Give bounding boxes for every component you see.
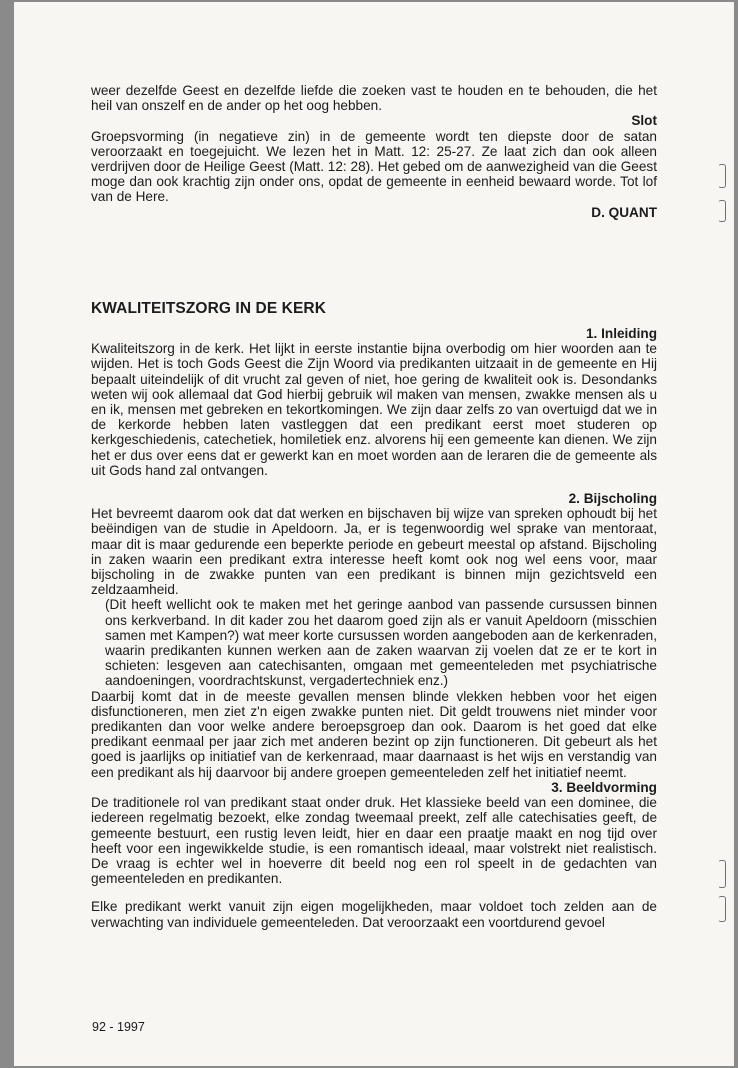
bijscholing-paragraph-1: Het bevreemt daarom ook dat dat werken en bijschaven bij wijze van spreken ophoudt bij het beëindigen van de studie in Apeldoorn. Ja, er is tegenwoordig wel sprake van mentoraat, maar dit is maar gedurende een beperkte periode en gebeurt meestal op afstand. Bijscholing in zaken waarin een predikant extra interesse heeft komt ook nog wel eens voor, maar bijscholing in de zwakke punten van een predikant is binnen mijn gezichtsveld een zeldzaamheid.	[91, 506, 657, 598]
binder-mark	[718, 860, 726, 888]
bijscholing-parenthetical: (Dit heeft wellicht ook te maken met het geringe aanbod van passende cursussen binnen ons kerkverband. In dit kader zou het daarom goed zijn als er vanuit Apeldoorn (misschien samen met Kampen?) wat meer korte cursussen worden aangeboden aan de kerkenraden, waarin predikanten kunnen werken aan de zaken waarvan zij voelen dat ze er te kort in schieten: lesgeven aan catechisanten, omgaan met gemeenteleden met psychiatrische aandoeningen, voordrachtskunst, vergadertechniek enz.)	[105, 597, 657, 689]
beeldvorming-paragraph-1: De traditionele rol van predikant staat onder druk. Het klassieke beeld van een dominee, die iedereen regelmatig bezoekt, elke zondag tweemaal preekt, zelf alle catechisaties geeft, de gemeente bestuurt, een rustig leven leidt, hier en daar een praatje maakt en nog tijd over heeft voor een ingewikkelde studie, is een romantisch ideaal, maar volstrekt niet realistisch. De vraag is echter wel in hoeverre dit beeld nog een rol speelt in de gedachten van gemeenteleden en predikanten.	[91, 795, 657, 887]
article-title: KWALITEITSZORG IN DE KERK	[91, 300, 326, 317]
spacer	[91, 886, 657, 899]
section-heading-bijscholing: 2. Bijscholing	[568, 491, 657, 507]
beeldvorming-paragraph-2: Elke predikant werkt vanuit zijn eigen mogelijkheden, maar voldoet toch zelden aan de verwachting van individuele gemeenteleden. Dat veroorzaakt een voortdurend gevoel	[91, 899, 657, 930]
document-page	[14, 2, 734, 1066]
section-heading-beeldvorming: 3. Beeldvorming	[551, 779, 657, 795]
slot-paragraph: Groepsvorming (in negatieve zin) in de gemeente wordt ten diepste door de satan veroorzaakt en toegejuicht. We lezen het in Matt. 12: 25-27. Ze laat zich dan ook alleen verdrijven door de Heilige Geest (Matt. 12: 28). Het gebed om de aanwezigheid van die Geest moge dan ook krachtig zijn onder ons, opdat de gemeente in eenheid bewaard worde. Tot lof van de Here.	[91, 128, 657, 205]
previous-article-block	[91, 83, 657, 220]
spacer	[91, 478, 657, 491]
binder-mark	[718, 200, 726, 222]
bijscholing-paragraph-2: Daarbij komt dat in de meeste gevallen mensen blinde vlekken hebben voor het eigen disfunctioneren, men ziet z'n eigen zwakke punten niet. Dit geldt trouwens niet minder voor predikanten dan voor welke andere beroepsgroep dan ook. Daarom is het goed dat elke predikant eenmaal per jaar zich met anderen bezint op zijn functioneren. Dit gebeurt als het goed is jaarlijks op initiatief van de kerkenraad, maar daarnaast is het wijs en verstandig van een predikant als hij daarvoor bij andere groepen gemeenteleden zelf het initiatief neemt.	[91, 688, 657, 780]
author-signature: D. QUANT	[591, 204, 657, 220]
inleiding-paragraph: Kwaliteitszorg in de kerk. Het lijkt in eerste instantie bijna overbodig om hier woorden aan te wijden. Het is toch Gods Geest die Zijn Woord via predikanten uitzaait in de gemeente en Hij bepaalt uiteindelijk of dit vrucht zal geven of niet, hoe gering de kwaliteit ook is. Desondanks weten wij ook allemaal dat God hierbij gebruik wil maken van mensen, zwakke mensen als u en ik, mensen met gebreken en tekortkomingen. We zijn daar zelfs zo van overtuigd dat we in de kerkorde hebben laten vastleggen dat een predikant eerst moet studeren op kerkgeschiedenis, catechetiek, homiletiek enz. alvorens hij een gemeente kan dienen. We zijn het er dus over eens dat er gewerkt kan en moet worden aan de leraren die de gemeente als uit Gods hand zal ontvangen.	[91, 341, 657, 478]
binder-mark	[718, 164, 726, 188]
page-number: 92 - 1997	[92, 1020, 145, 1034]
binder-mark	[718, 896, 726, 922]
section-heading-inleiding: 1. Inleiding	[586, 326, 657, 341]
slot-heading: Slot	[631, 113, 657, 129]
intro-paragraph: weer dezelfde Geest en dezelfde liefde die zoeken vast te houden en te behouden, die het heil van onszelf en de ander op het oog hebben.	[91, 83, 657, 114]
article-body	[91, 326, 657, 930]
